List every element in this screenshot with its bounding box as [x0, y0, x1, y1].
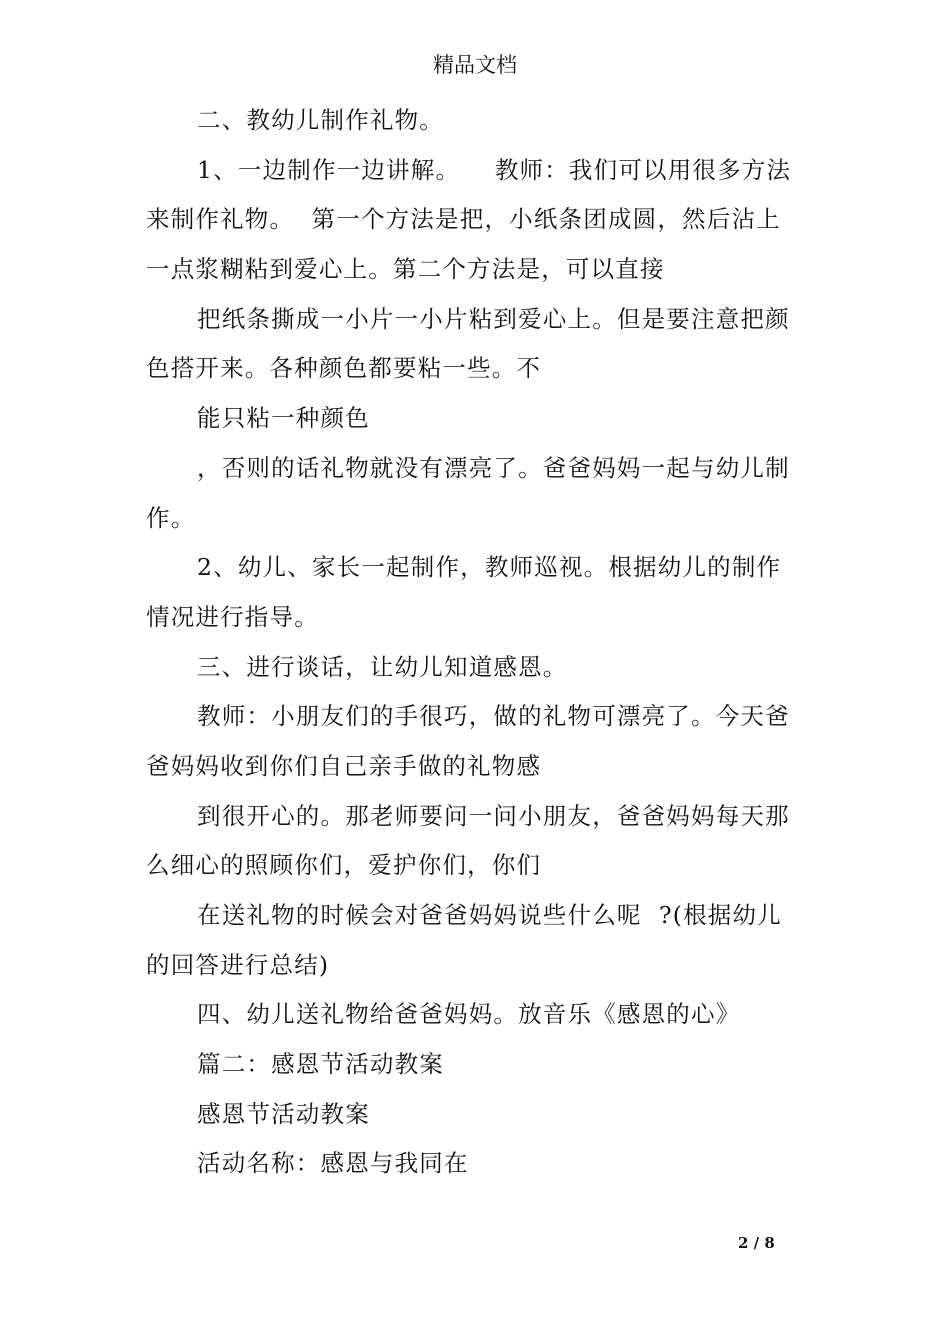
- document-body: [146, 96, 811, 1189]
- text-line: ，否则的话礼物就没有漂亮了。爸爸妈妈一起与幼儿制: [197, 453, 790, 482]
- text-line: 篇二：感恩节活动教案: [197, 1050, 444, 1079]
- text-line: 活动名称：感恩与我同在: [197, 1149, 469, 1178]
- text-line: 到很开心的。那老师要问一问小朋友，爸爸妈妈每天那: [197, 801, 790, 830]
- page-number: 2 / 8: [738, 1234, 775, 1252]
- text-line: 情况进行指导。: [146, 602, 319, 631]
- text-line: 么细心的照顾你们，爱护你们，你们: [146, 851, 542, 880]
- text-line: 色搭开来。各种颜色都要粘一些。不: [146, 354, 542, 383]
- text-line: 作。: [146, 503, 196, 532]
- text-line: 爸妈妈收到你们自己亲手做的礼物感: [146, 751, 542, 780]
- page-header-title: 精品文档: [433, 53, 517, 77]
- text-line: 1、一边制作一边讲解。 教师：我们可以用很多方法: [197, 155, 792, 184]
- text-line: 二、教幼儿制作礼物。: [197, 106, 444, 134]
- text-line: 感恩节活动教案: [197, 1099, 370, 1128]
- text-line: 能只粘一种颜色: [197, 404, 370, 433]
- text-line: 的回答进行总结): [146, 950, 330, 979]
- text-line: 三、进行谈话，让幼儿知道感恩。: [197, 652, 568, 681]
- text-line: 教师：小朋友们的手很巧，做的礼物可漂亮了。今天爸: [197, 702, 790, 731]
- text-line: 把纸条撕成一小片一小片粘到爱心上。但是要注意把颜: [197, 304, 790, 333]
- text-line: 来制作礼物。 第一个方法是把，小纸条团成圆，然后沾上: [146, 205, 781, 234]
- text-line: 在送礼物的时候会对爸爸妈妈说些什么呢 ?(根据幼儿: [197, 901, 782, 929]
- text-line: 一点浆糊粘到爱心上。第二个方法是，可以直接: [146, 255, 665, 284]
- text-line: 2、幼儿、家长一起制作，教师巡视。根据幼儿的制作: [197, 553, 782, 582]
- text-line: 四、幼儿送礼物给爸爸妈妈。放音乐《感恩的心》: [197, 1000, 741, 1029]
